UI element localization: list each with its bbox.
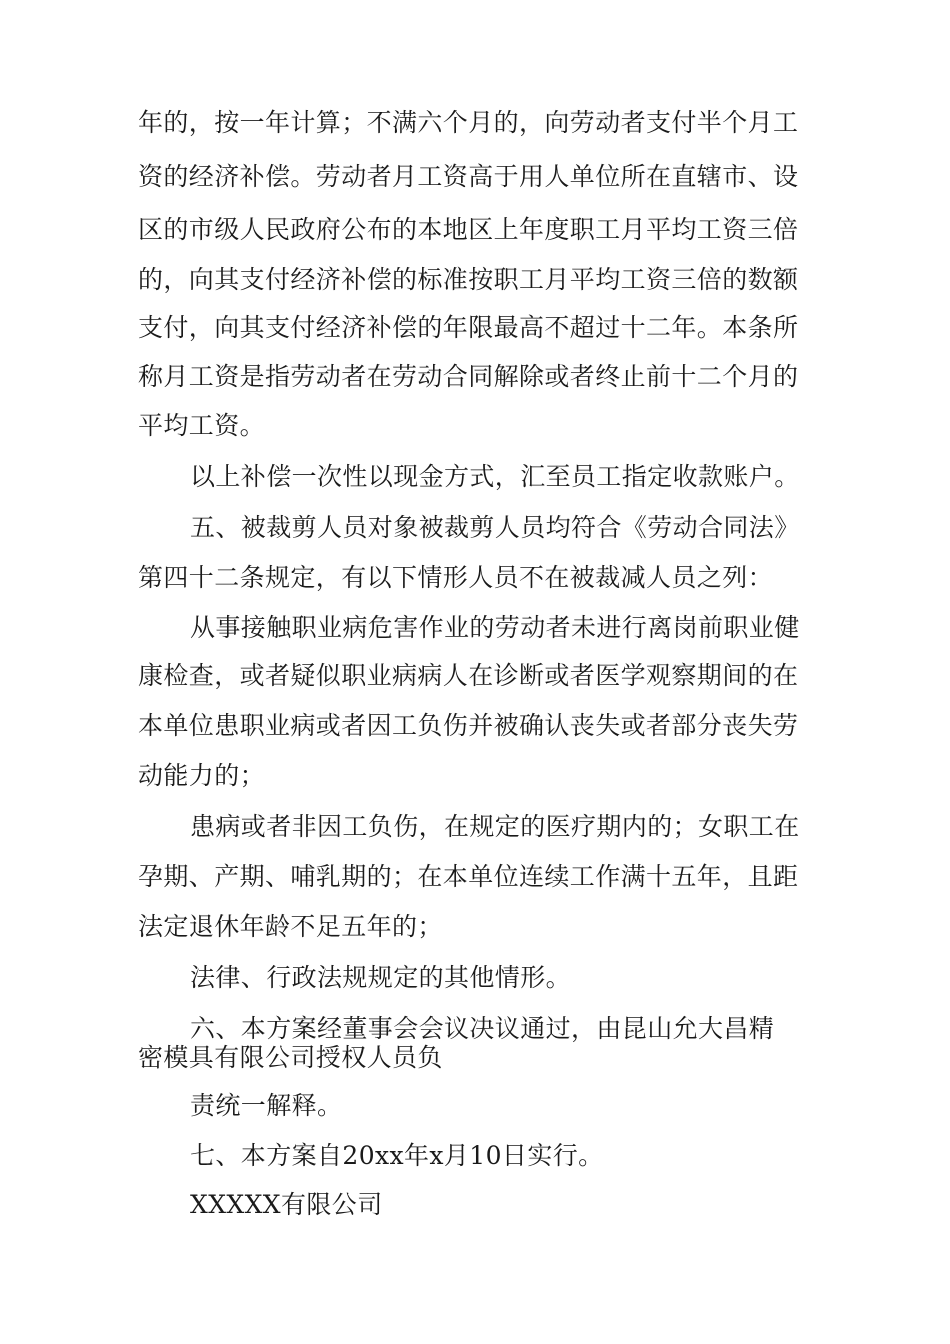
paragraph-line: 法律、行政法规规定的其他情形。 [190, 963, 572, 992]
paragraph-line: 资的经济补偿。劳动者月工资高于用人单位所在直辖市、设 [138, 162, 799, 191]
paragraph-line: 本单位患职业病或者因工负伤并被确认丧失或者部分丧失劳 [138, 711, 799, 740]
paragraph-line: 孕期、产期、哺乳期的；在本单位连续工作满十五年，且距 [138, 862, 799, 891]
paragraph-line: 动能力的； [138, 761, 266, 790]
paragraph-line: 第四十二条规定，有以下情形人员不在被裁减人员之列： [138, 563, 774, 592]
paragraph-line: 区的市级人民政府公布的本地区上年度职工月平均工资三倍 [138, 215, 799, 244]
paragraph-line: 康检查，或者疑似职业病病人在诊断或者医学观察期间的在 [138, 661, 799, 690]
paragraph-line: 支付，向其支付经济补偿的年限最高不超过十二年。本条所 [138, 313, 799, 342]
paragraph-line: 法定退休年龄不足五年的； [138, 912, 443, 941]
paragraph-line: 从事接触职业病危害作业的劳动者未进行离岗前职业健 [190, 613, 800, 642]
paragraph-line: 年的，按一年计算；不满六个月的，向劳动者支付半个月工 [138, 108, 799, 137]
paragraph-line: 的，向其支付经济补偿的标准按职工月平均工资三倍的数额 [138, 265, 799, 294]
paragraph-line: 以上补偿一次性以现金方式，汇至员工指定收款账户。 [190, 462, 800, 491]
paragraph-line: 患病或者非因工负伤，在规定的医疗期内的；女职工在 [190, 812, 800, 841]
paragraph-line: 责统一解释。 [190, 1091, 343, 1120]
company-signature: XXXXX有限公司 [190, 1190, 383, 1219]
section-heading: 七、本方案自20xx年x月10日实行。 [190, 1141, 604, 1170]
section-heading: 五、被裁剪人员对象被裁剪人员均符合《劳动合同法》 [190, 513, 800, 542]
paragraph-line: 称月工资是指劳动者在劳动合同解除或者终止前十二个月的 [138, 362, 799, 391]
paragraph-line: 平均工资。 [138, 411, 266, 440]
paragraph-line: 密模具有限公司授权人员负 [138, 1043, 443, 1072]
section-heading: 六、本方案经董事会会议决议通过，由昆山允大昌精 [190, 1014, 775, 1043]
